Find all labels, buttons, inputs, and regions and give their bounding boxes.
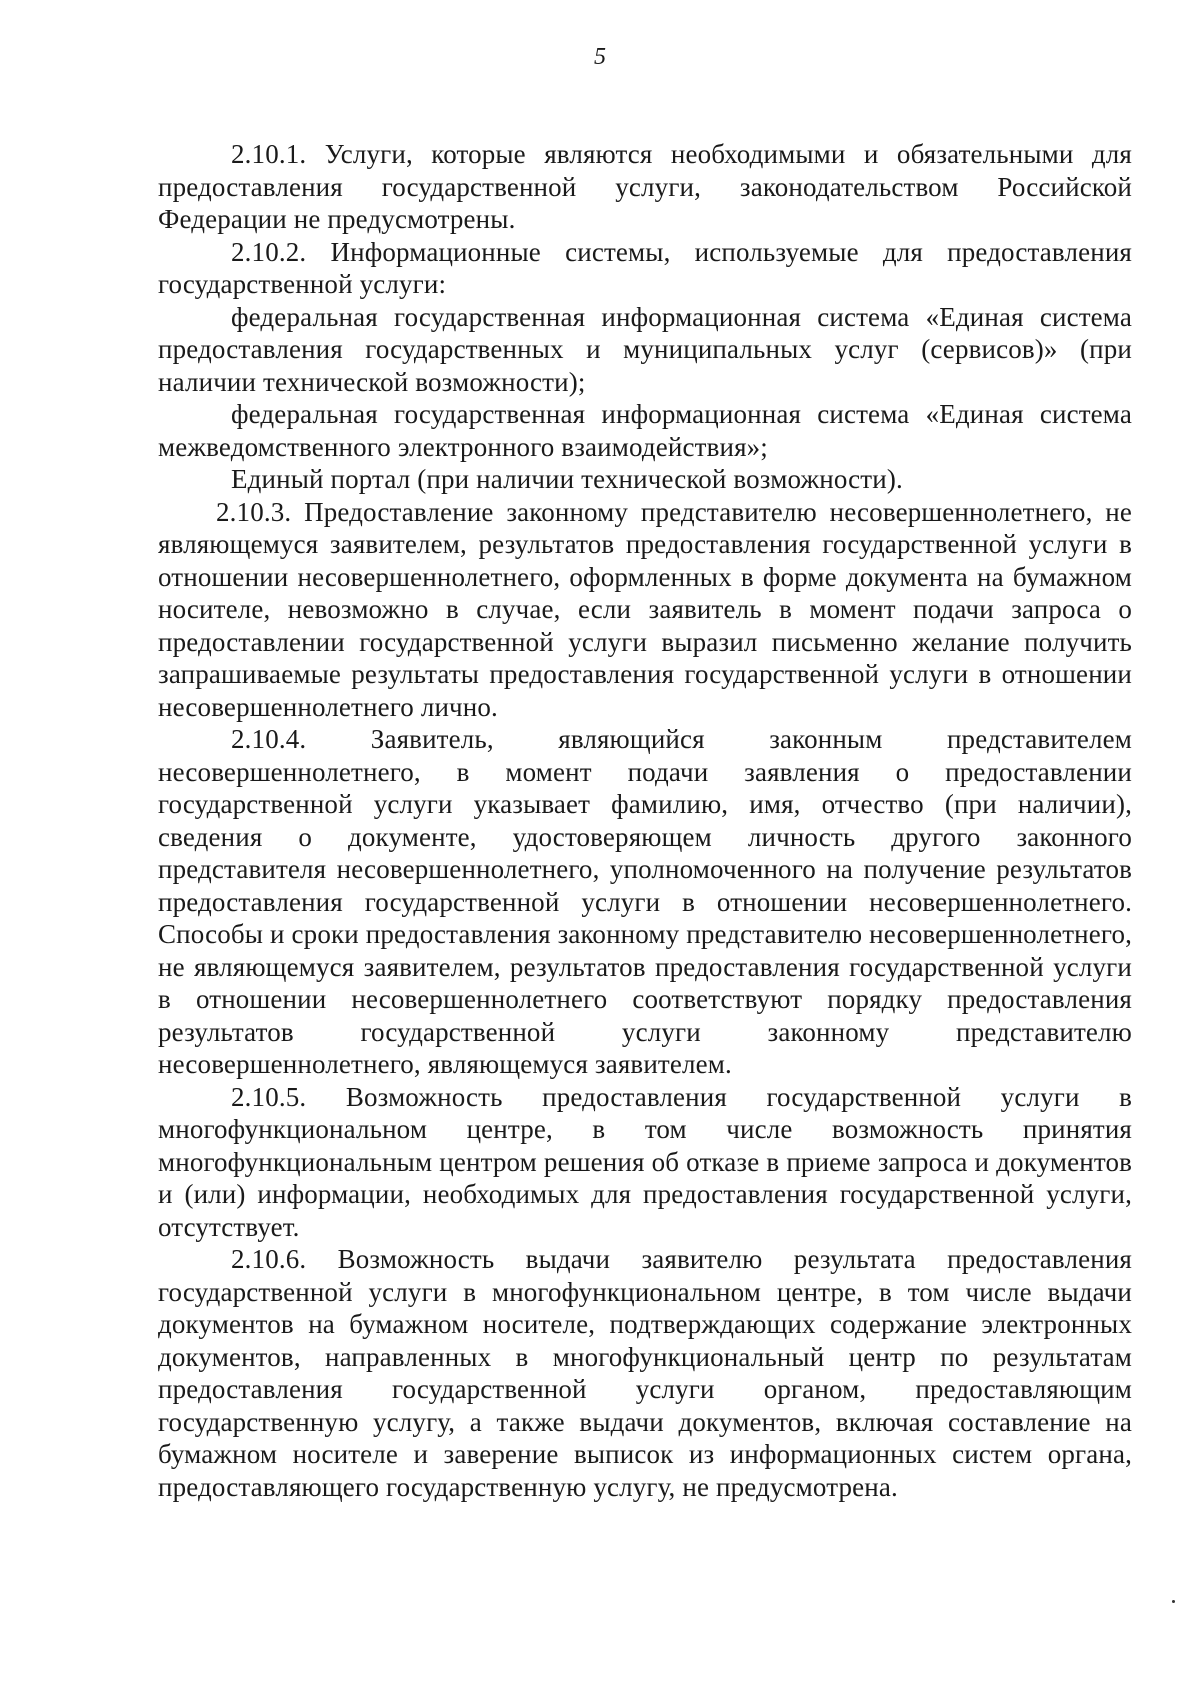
paragraph-2-10-3: 2.10.3. Предоставление законному представителю несовершеннолетнего, не являющемуся заявителем, результатов предоставления государственной услуги в отношении несовершеннолетнего, оформленных в форме документа на бумажном носителе, невозможно в случае, если заявитель в момент подачи запроса о предоставлении государственной услуги выразил письменно желание получить запрашиваемые результаты предоставления государственной услуги в отношении несовершеннолетнего лично. xyxy=(158,496,1132,722)
list-item-system-epgu: федеральная государственная информационная система «Единая система предоставления государственных и муниципальных услуг (сервисов)» (при наличии технической возможности); xyxy=(158,301,1132,397)
scan-speck xyxy=(1172,1600,1175,1603)
paragraph-2-10-2: 2.10.2. Информационные системы, используемые для предоставления государственной услуги: xyxy=(158,236,1132,299)
paragraph-2-10-4: 2.10.4. Заявитель, являющийся законным представителем несовершеннолетнего, в момент подачи заявления о предоставлении государственной услуги указывает фамилию, имя, отчество (при наличии), сведения о документе, удостоверяющем личность другого законного представителя несовершеннолетнего, уполномоченного на получение результатов предоставления государственной услуги в отношении несовершеннолетнего. Способы и сроки предоставления законному представителю несовершеннолетнего, не являющемуся заявителем, результатов предоставления государственной услуги в отношении несовершеннолетнего соответствуют порядку предоставления результатов государственной услуги законному представителю несовершеннолетнего, являющемуся заявителем. xyxy=(158,724,1132,1079)
list-item-system-smev: федеральная государственная информационная система «Единая система межведомственного электронного взаимодействия»; xyxy=(158,399,1132,462)
list-item-unified-portal: Единый портал (при наличии технической возможности). xyxy=(231,464,903,494)
paragraph-2-10-6: 2.10.6. Возможность выдачи заявителю результата предоставления государственной услуги в многофункциональном центре, в том числе выдачи документов на бумажном носителе, подтверждающих содержание электронных документов, направленных в многофункциональный центр по результатам предоставления государственной услуги органом, предоставляющим государственную услугу, а также выдачи документов, включая составление на бумажном носителе и заверение выписок из информационных систем органа, предоставляющего государственную услугу, не предусмотрена. xyxy=(158,1244,1132,1502)
paragraph-2-10-5: 2.10.5. Возможность предоставления государственной услуги в многофункциональном центре, в том числе возможность принятия многофункциональным центром решения об отказе в приеме запроса и документов и (или) информации, необходимых для предоставления государственной услуги, отсутствует. xyxy=(158,1081,1132,1242)
document-body xyxy=(158,138,1132,1503)
page-number: 5 xyxy=(594,44,606,70)
paragraph-2-10-1: 2.10.1. Услуги, которые являются необходимыми и обязательными для предоставления государственной услуги, законодательством Российской Федерации не предусмотрены. xyxy=(158,139,1132,234)
